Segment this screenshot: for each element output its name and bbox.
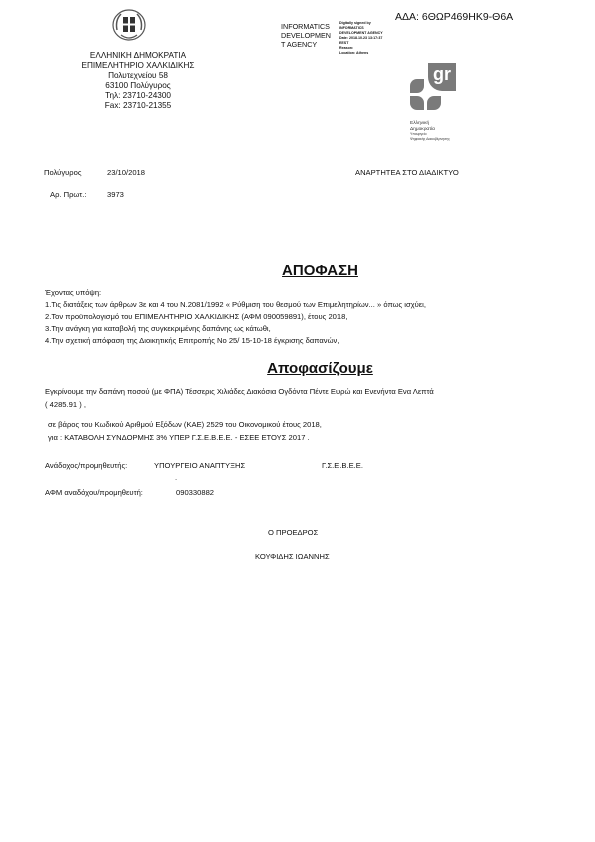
contractor-name-2: Γ.Σ.Ε.Β.Ε.Ε. [322, 461, 363, 470]
posting-note: ΑΝΑΡΤΗΤΕΑ ΣΤΟ ΔΙΑΔΙΚΤΥΟ [355, 168, 459, 177]
list-item: 3.Την ανάγκη για καταβολή της συγκεκριμένης δαπάνης ως κάτωθι, [45, 324, 271, 333]
afm-value: 090330882 [176, 488, 215, 497]
approval-kae: σε βάρος του Κωδικού Αριθμού Εξόδων (ΚΑΕ) 2529 του Οικονομικού έτους 2018, [48, 420, 322, 429]
list-item: 2.Τον προϋπολογισμό του ΕΠΙΜΕΛΗΤΗΡΙΟ ΧΑΛΚΙΔΙΚΗΣ (ΑΦΜ 090059891), έτους 2018, [45, 312, 348, 321]
agency-line: T AGENCY [281, 40, 318, 49]
afm-label: ΑΦΜ αναδόχου/προμηθευτή: [45, 488, 143, 497]
gr-logo-caption [410, 121, 450, 142]
gr-logo [410, 63, 458, 119]
issuer-line: 63100 Πολύγυρος [105, 81, 171, 90]
considering-label: Έχοντας υπόψη: [45, 288, 102, 297]
agency-detail: Date: 2018.10.23 13:17:37 [339, 36, 383, 40]
list-item: 4.Την σχετική απόφαση της Διοικητικής Επιτροπής Νο 25/ 15-10-18 έγκρισης δαπανών, [45, 336, 340, 345]
agency-line: INFORMATICS [281, 22, 330, 31]
decide-title: Αποφασίζουμε [267, 360, 373, 377]
issuer-line: Fax: 23710-21355 [104, 101, 172, 110]
agency-detail: Reason: [339, 46, 354, 50]
approval-amount: ( 4285.91 ) , [45, 400, 86, 409]
document-date: 23/10/2018 [107, 168, 146, 177]
contractor-name: ΥΠΟΥΡΓΕΙΟ ΑΝΑΠΤΥΞΗΣ [154, 461, 246, 470]
agency-detail: DEVELOPMENT AGENCY [339, 31, 383, 35]
agency-signature-name [281, 22, 331, 49]
ada-code: ΑΔΑ: 6ΘΩΡ469ΗΚ9-Θ6Α [395, 11, 514, 23]
logo-sub-line: Υπουργείο [410, 132, 427, 136]
agency-detail: EEST [339, 41, 349, 45]
issuer-line: ΕΛΛΗΝΙΚΗ ΔΗΜΟΚΡΑΤΙΑ [89, 51, 187, 60]
greek-emblem-icon [111, 8, 147, 42]
decision-title: ΑΠΟΦΑΣΗ [282, 262, 358, 279]
agency-signature-details [339, 21, 383, 56]
contractor-label: Ανάδοχος/προμηθευτής: [45, 461, 128, 470]
contractor-dot: . [175, 473, 178, 482]
logo-caption-line: Ελληνική [410, 121, 430, 126]
issuer-line: ΕΠΙΜΕΛΗΤΗΡΙΟ ΧΑΛΚΙΔΙΚΗΣ [81, 61, 195, 70]
logo-sub-line: Ψηφιακής Διακυβέρνησης [410, 137, 450, 141]
agency-detail: Digitally signed by [339, 21, 371, 25]
signatory-name: ΚΟΥΦΙΔΗΣ ΙΩΑΝΝΗΣ [255, 552, 330, 561]
signatory-role: Ο ΠΡΟΕΔΡΟΣ [268, 528, 319, 537]
issuer-line: Πολυτεχνείου 58 [108, 71, 168, 80]
gr-logo-text: gr [433, 64, 451, 84]
logo-caption-line: Δημοκρατία [410, 126, 435, 132]
agency-detail: INFORMATICS [339, 26, 364, 30]
list-item: 1.Τις διατάξεις των άρθρων 3ε και 4 του Ν.2081/1992 « Ρύθμιση του θεσμού των Επιμελητηρίων... » όπως ισχύει, [45, 300, 426, 309]
approval-line: Εγκρίνουμε την δαπάνη ποσού (με ΦΠΑ) Τέσσερις Χιλιάδες Διακόσια Ογδόντα Πέντε Ευρώ και Ενενήντα Ενα Λεπτά [45, 387, 434, 396]
issuer-line: Τηλ: 23710-24300 [105, 91, 171, 100]
agency-detail: Location: Athens [339, 51, 369, 55]
issuer-block [60, 51, 216, 111]
approval-purpose: για : ΚΑΤΑΒΟΛΗ ΣΥΝΔΟΡΜΗΣ 3% ΥΠΕΡ Γ.Σ.Ε.Β.Ε.Ε. - ΕΣΕΕ ΕΤΟΥΣ 2017 . [48, 433, 310, 442]
agency-line: DEVELOPMEN [281, 31, 331, 40]
place-label: Πολύγυρος [44, 168, 82, 177]
protocol-number: 3973 [107, 190, 124, 199]
protocol-label: Αρ. Πρωτ.: [50, 190, 87, 199]
considerations-list [45, 299, 426, 347]
